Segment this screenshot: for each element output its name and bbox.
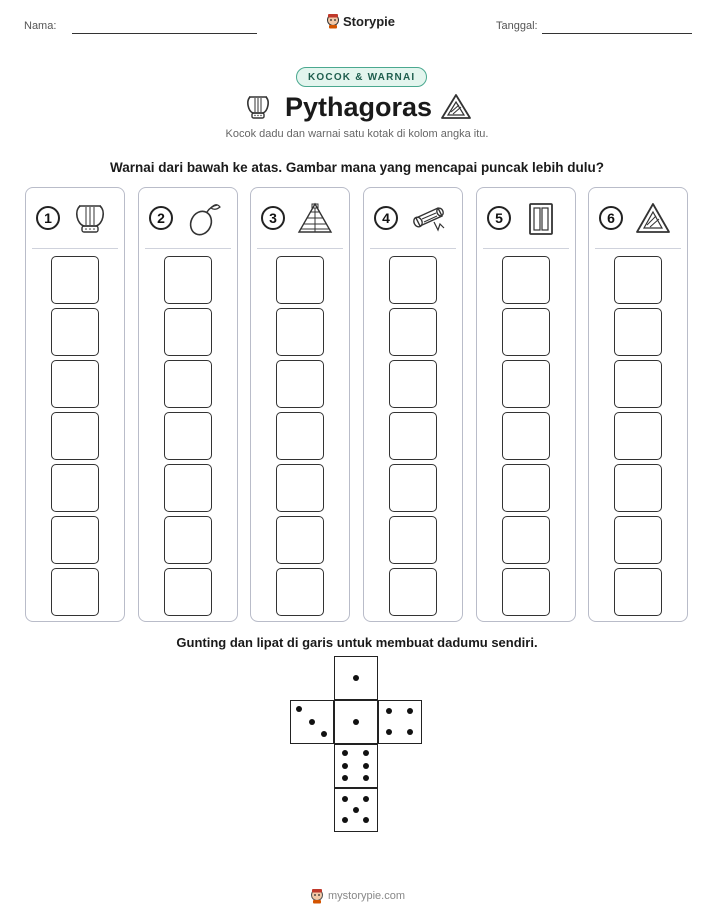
color-box[interactable] bbox=[614, 308, 662, 356]
color-box[interactable] bbox=[614, 568, 662, 616]
color-box[interactable] bbox=[164, 464, 212, 512]
column-divider bbox=[370, 248, 456, 249]
die-pip bbox=[353, 807, 359, 813]
lyre-icon bbox=[243, 92, 273, 122]
color-box[interactable] bbox=[51, 568, 99, 616]
die-pip bbox=[407, 729, 413, 735]
column-divider bbox=[32, 248, 118, 249]
die-instruction: Gunting dan lipat di garis untuk membuat dadumu sendiri. bbox=[176, 635, 538, 650]
die-pip bbox=[342, 817, 348, 823]
name-line[interactable] bbox=[72, 33, 257, 34]
die-pip bbox=[407, 708, 413, 714]
footer bbox=[310, 888, 405, 904]
subtitle: Kocok dadu dan warnai satu kotak di kolom angka itu. bbox=[225, 128, 489, 140]
color-box[interactable] bbox=[164, 256, 212, 304]
color-box[interactable] bbox=[502, 516, 550, 564]
color-box[interactable] bbox=[502, 464, 550, 512]
color-box[interactable] bbox=[502, 412, 550, 460]
color-box[interactable] bbox=[276, 568, 324, 616]
footer-url: mystorypie.com bbox=[328, 890, 406, 902]
date-label: Tanggal: bbox=[496, 20, 538, 32]
column-number: 5 bbox=[487, 206, 511, 230]
color-box[interactable] bbox=[389, 516, 437, 564]
brand-logo bbox=[326, 13, 395, 29]
die-pip bbox=[321, 731, 327, 737]
color-box[interactable] bbox=[276, 516, 324, 564]
die-face-5 bbox=[334, 788, 378, 832]
column-3 bbox=[250, 187, 350, 622]
column-6 bbox=[588, 187, 688, 622]
page-title: Pythagoras bbox=[285, 92, 433, 122]
activity-badge: KOCOK & WARNAI bbox=[296, 67, 427, 87]
column-divider bbox=[145, 248, 231, 249]
color-box[interactable] bbox=[502, 568, 550, 616]
color-box[interactable] bbox=[614, 256, 662, 304]
lyre-icon bbox=[70, 200, 110, 238]
color-box[interactable] bbox=[389, 360, 437, 408]
storypie-mascot-icon bbox=[326, 13, 340, 29]
scroll-icon bbox=[408, 200, 448, 238]
color-box[interactable] bbox=[614, 360, 662, 408]
column-2 bbox=[138, 187, 238, 622]
color-box[interactable] bbox=[276, 360, 324, 408]
column-divider bbox=[483, 248, 569, 249]
column-number: 1 bbox=[36, 206, 60, 230]
column-1 bbox=[25, 187, 125, 622]
die-pip bbox=[363, 817, 369, 823]
die-pip bbox=[342, 763, 348, 769]
color-box[interactable] bbox=[389, 308, 437, 356]
die-face-1 bbox=[334, 700, 378, 744]
color-box[interactable] bbox=[164, 568, 212, 616]
die-pip bbox=[363, 750, 369, 756]
coloring-instruction: Warnai dari bawah ke atas. Gambar mana yang mencapai puncak lebih dulu? bbox=[110, 160, 604, 175]
color-box[interactable] bbox=[502, 256, 550, 304]
color-box[interactable] bbox=[389, 568, 437, 616]
color-box[interactable] bbox=[502, 360, 550, 408]
color-box[interactable] bbox=[502, 308, 550, 356]
color-box[interactable] bbox=[614, 412, 662, 460]
die-pip bbox=[342, 775, 348, 781]
column-number: 4 bbox=[374, 206, 398, 230]
color-box[interactable] bbox=[51, 464, 99, 512]
color-box[interactable] bbox=[276, 256, 324, 304]
color-box[interactable] bbox=[389, 412, 437, 460]
color-box[interactable] bbox=[164, 516, 212, 564]
die-pip bbox=[296, 706, 302, 712]
color-box[interactable] bbox=[164, 412, 212, 460]
triangle-icon bbox=[633, 200, 673, 238]
color-box[interactable] bbox=[51, 308, 99, 356]
column-number: 6 bbox=[599, 206, 623, 230]
color-box[interactable] bbox=[389, 256, 437, 304]
date-line[interactable] bbox=[542, 33, 692, 34]
name-label: Nama: bbox=[24, 20, 57, 32]
door-icon bbox=[521, 200, 561, 238]
column-5 bbox=[476, 187, 576, 622]
storypie-mascot-icon bbox=[310, 888, 324, 904]
column-divider bbox=[257, 248, 343, 249]
die-face-6 bbox=[334, 744, 378, 788]
die-pip bbox=[386, 729, 392, 735]
olive-icon bbox=[183, 200, 223, 238]
column-number: 2 bbox=[149, 206, 173, 230]
color-box[interactable] bbox=[614, 516, 662, 564]
die-pip bbox=[363, 763, 369, 769]
color-box[interactable] bbox=[51, 516, 99, 564]
die-face-4 bbox=[378, 700, 422, 744]
color-box[interactable] bbox=[614, 464, 662, 512]
die-pip bbox=[353, 675, 359, 681]
die-pip bbox=[342, 750, 348, 756]
pyramid-icon bbox=[295, 200, 335, 238]
color-box[interactable] bbox=[276, 308, 324, 356]
column-divider bbox=[595, 248, 681, 249]
die-pip bbox=[353, 719, 359, 725]
triangle-icon bbox=[440, 93, 472, 121]
color-box[interactable] bbox=[389, 464, 437, 512]
color-box[interactable] bbox=[276, 464, 324, 512]
color-box[interactable] bbox=[164, 308, 212, 356]
color-box[interactable] bbox=[51, 360, 99, 408]
color-box[interactable] bbox=[51, 256, 99, 304]
color-box[interactable] bbox=[276, 412, 324, 460]
die-pip bbox=[309, 719, 315, 725]
column-number: 3 bbox=[261, 206, 285, 230]
color-box[interactable] bbox=[164, 360, 212, 408]
column-4 bbox=[363, 187, 463, 622]
die-pip bbox=[363, 775, 369, 781]
die-pip bbox=[386, 708, 392, 714]
die-face-3 bbox=[290, 700, 334, 744]
die-face-1 bbox=[334, 656, 378, 700]
die-pip bbox=[363, 796, 369, 802]
die-pip bbox=[342, 796, 348, 802]
color-box[interactable] bbox=[51, 412, 99, 460]
brand-name: Storypie bbox=[343, 13, 396, 29]
